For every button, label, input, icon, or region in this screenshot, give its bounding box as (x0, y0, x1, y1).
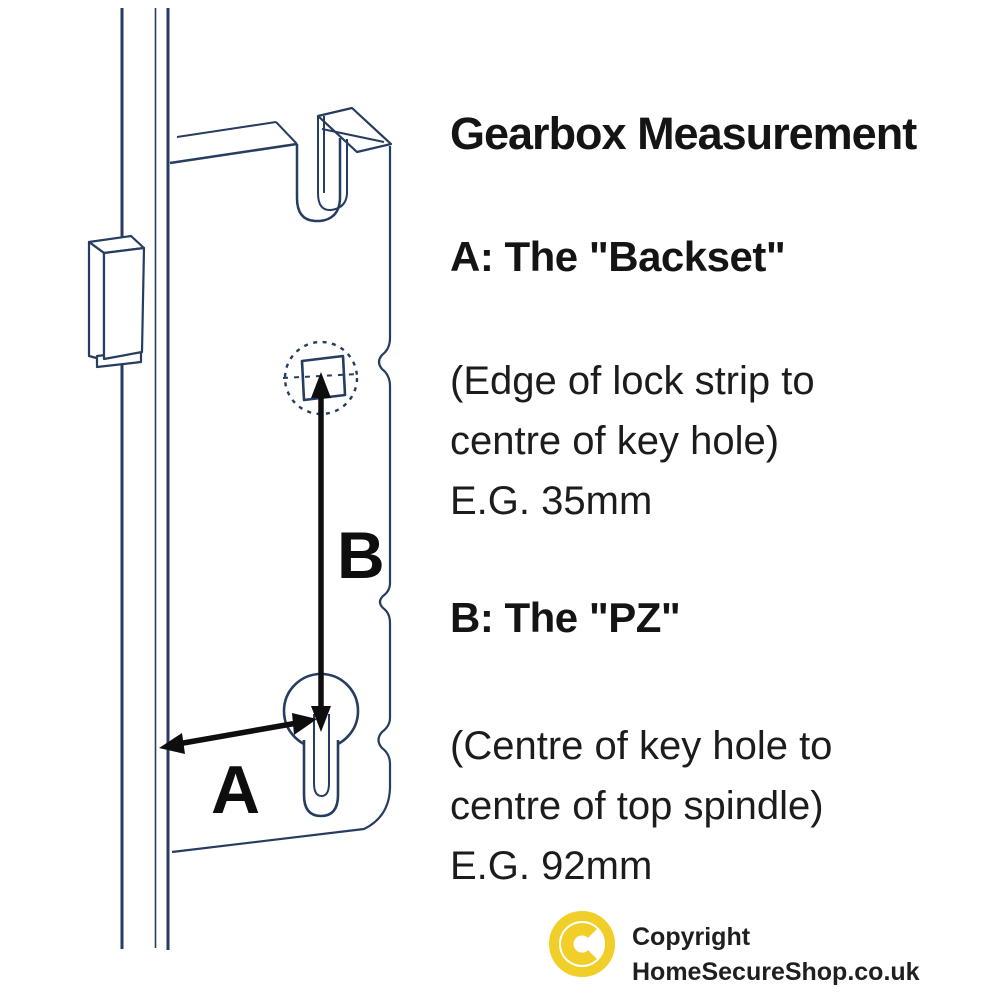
section-a-example: E.G. 35mm (450, 479, 653, 523)
arrow-a-line (172, 722, 303, 745)
copyright-line2: HomeSecureShop.co.uk (632, 958, 920, 986)
measurement-arrows (159, 372, 331, 754)
section-b-line-2: centre of top spindle) (450, 784, 824, 828)
label-b: B (337, 518, 385, 592)
arrow-a-head-left-icon (159, 733, 185, 754)
copyright-line1: Copyright (632, 923, 751, 951)
section-a-line-1: (Edge of lock strip to (450, 359, 815, 403)
section-a-heading: A: The "Backset" (450, 233, 786, 280)
section-a-line-2: centre of key hole) (450, 419, 780, 463)
copyright-logo-icon (542, 904, 622, 984)
section-b-example: E.G. 92mm (450, 844, 653, 888)
page-title: Gearbox Measurement (450, 108, 917, 159)
faceplate-top-face (318, 108, 391, 152)
faceplate-outline (172, 146, 390, 852)
faceplate-top-edge (170, 122, 297, 163)
copyright (542, 904, 920, 990)
section-b-description (450, 716, 832, 896)
section-b-line-1: (Centre of key hole to (450, 724, 833, 768)
section-b-heading: B: The "PZ" (450, 594, 681, 641)
section-a-description (450, 351, 815, 531)
keep-box (89, 236, 144, 367)
label-a: A (211, 752, 261, 828)
